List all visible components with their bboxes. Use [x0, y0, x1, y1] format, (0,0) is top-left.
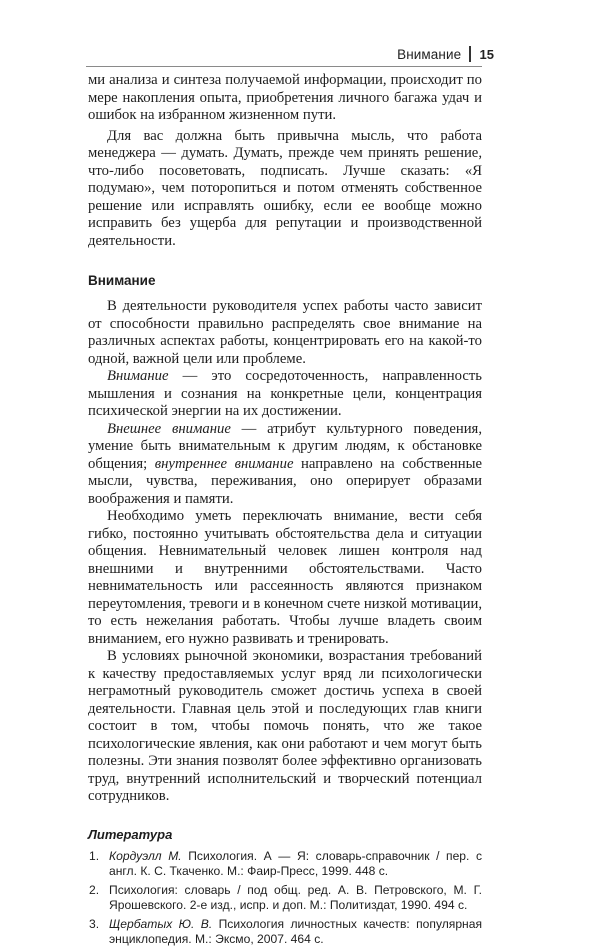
page-number: 15 — [479, 46, 494, 62]
reference-text — [109, 917, 482, 948]
paragraph-definition — [88, 421, 482, 509]
definition-text: направлено на собственные мысли, чувства, переживания, оно оперирует образами воображения и памяти. — [88, 455, 482, 507]
definition-text: — это сосредоточенность, направленность мышления и сознания на конкретные цели, концентрация психической энергии на их достижении. — [88, 368, 482, 419]
reference-author: Щербатых Ю. В. — [109, 916, 213, 931]
term-external-attention: Внешнее внимание — [107, 420, 231, 437]
reference-details: Психология. А — Я: словарь-справочник / пер. с англ. К. С. Ткаченко. М.: Фаир-Пресс, 1999. 448 с. — [109, 848, 482, 878]
reference-details: Психология личностных качеств: популярная энциклопедия. М.: Эксмо, 2007. 464 с. — [109, 916, 483, 946]
term-internal-attention: внутреннее внимание — [154, 455, 294, 472]
reference-number: 3. — [89, 916, 100, 931]
definition-text: — атрибут культурного поведения, умение быть внимательным к другим людям, к обстановке общения; — [88, 420, 482, 472]
reference-number: 2. — [89, 882, 100, 897]
reference-item — [88, 849, 482, 880]
reference-author: Кордуэлл М. — [109, 848, 182, 863]
header-rule — [86, 66, 482, 67]
reference-item — [88, 917, 482, 948]
paragraph: Необходимо уметь переключать внимание, вести себя гибко, постоянно учитывать обстоятельства дела и ситуации общения. Невнимательный человек лишен контроля над внешними и внутренними обстоятельствами. Часто невнимательность или рассеянность являются признаком переутомления, тревоги и в конечном счете низкой мотивации, то есть нежелания работать. Чтобы лучше владеть своим вниманием, его нужно развивать и тренировать. — [88, 508, 482, 647]
body-text — [88, 72, 482, 951]
paragraph: В деятельности руководителя успех работы часто зависит от способности правильно распределять свое внимание на различных аспектах работы, концентрировать его на какой-то одной, важной цели или проблеме. — [88, 298, 482, 367]
running-header — [397, 44, 494, 64]
running-header-section: Внимание — [397, 46, 462, 62]
paragraph: В условиях рыночной экономики, возрастания требований к качеству предоставляемых услуг вряд ли психологически неграмотный руководитель сможет достичь успеха в своей деятельности. Главная цель этой и последующих глав книги состоит в том, чтобы помочь понять, что же такое психологические явления, как они работают и чем могут быть полезны. Эти знания позволят более эффективно организовать труд, внутренний исполнительский и творческий потенциал сотрудников. — [88, 648, 482, 804]
references-list — [88, 849, 482, 948]
paragraph: Для вас должна быть привычна мысль, что работа менеджера — думать. Думать, прежде чем принять решение, что-либо посоветовать, подписать. Лучше сказать: «Я подумаю», чем поторопиться и потом отменять собственное решение или исправлять ошибку, если ее вообще можно исправить без ущерба для репутации и производственной деятельности. — [88, 127, 482, 249]
references-heading: Литература — [88, 826, 173, 842]
paragraph-continued: ми анализа и синтеза получаемой информации, происходит по мере накопления опыта, приобретения личного багажа удач и ошибок на избранном жизненном пути. — [88, 72, 482, 123]
section-heading: Внимание — [88, 273, 156, 288]
header-separator — [469, 46, 470, 62]
reference-number: 1. — [89, 848, 100, 863]
reference-text — [109, 883, 482, 914]
reference-details: Психология: словарь / под общ. ред. А. В. Петровского, М. Г. Ярошевского. 2-е изд., испр. и доп. М.: Политиздат, 1990. 494 с. — [109, 882, 482, 912]
reference-text — [109, 849, 482, 880]
paragraph-definition — [88, 368, 482, 421]
reference-item — [88, 883, 482, 914]
term-attention: Внимание — [107, 368, 169, 384]
